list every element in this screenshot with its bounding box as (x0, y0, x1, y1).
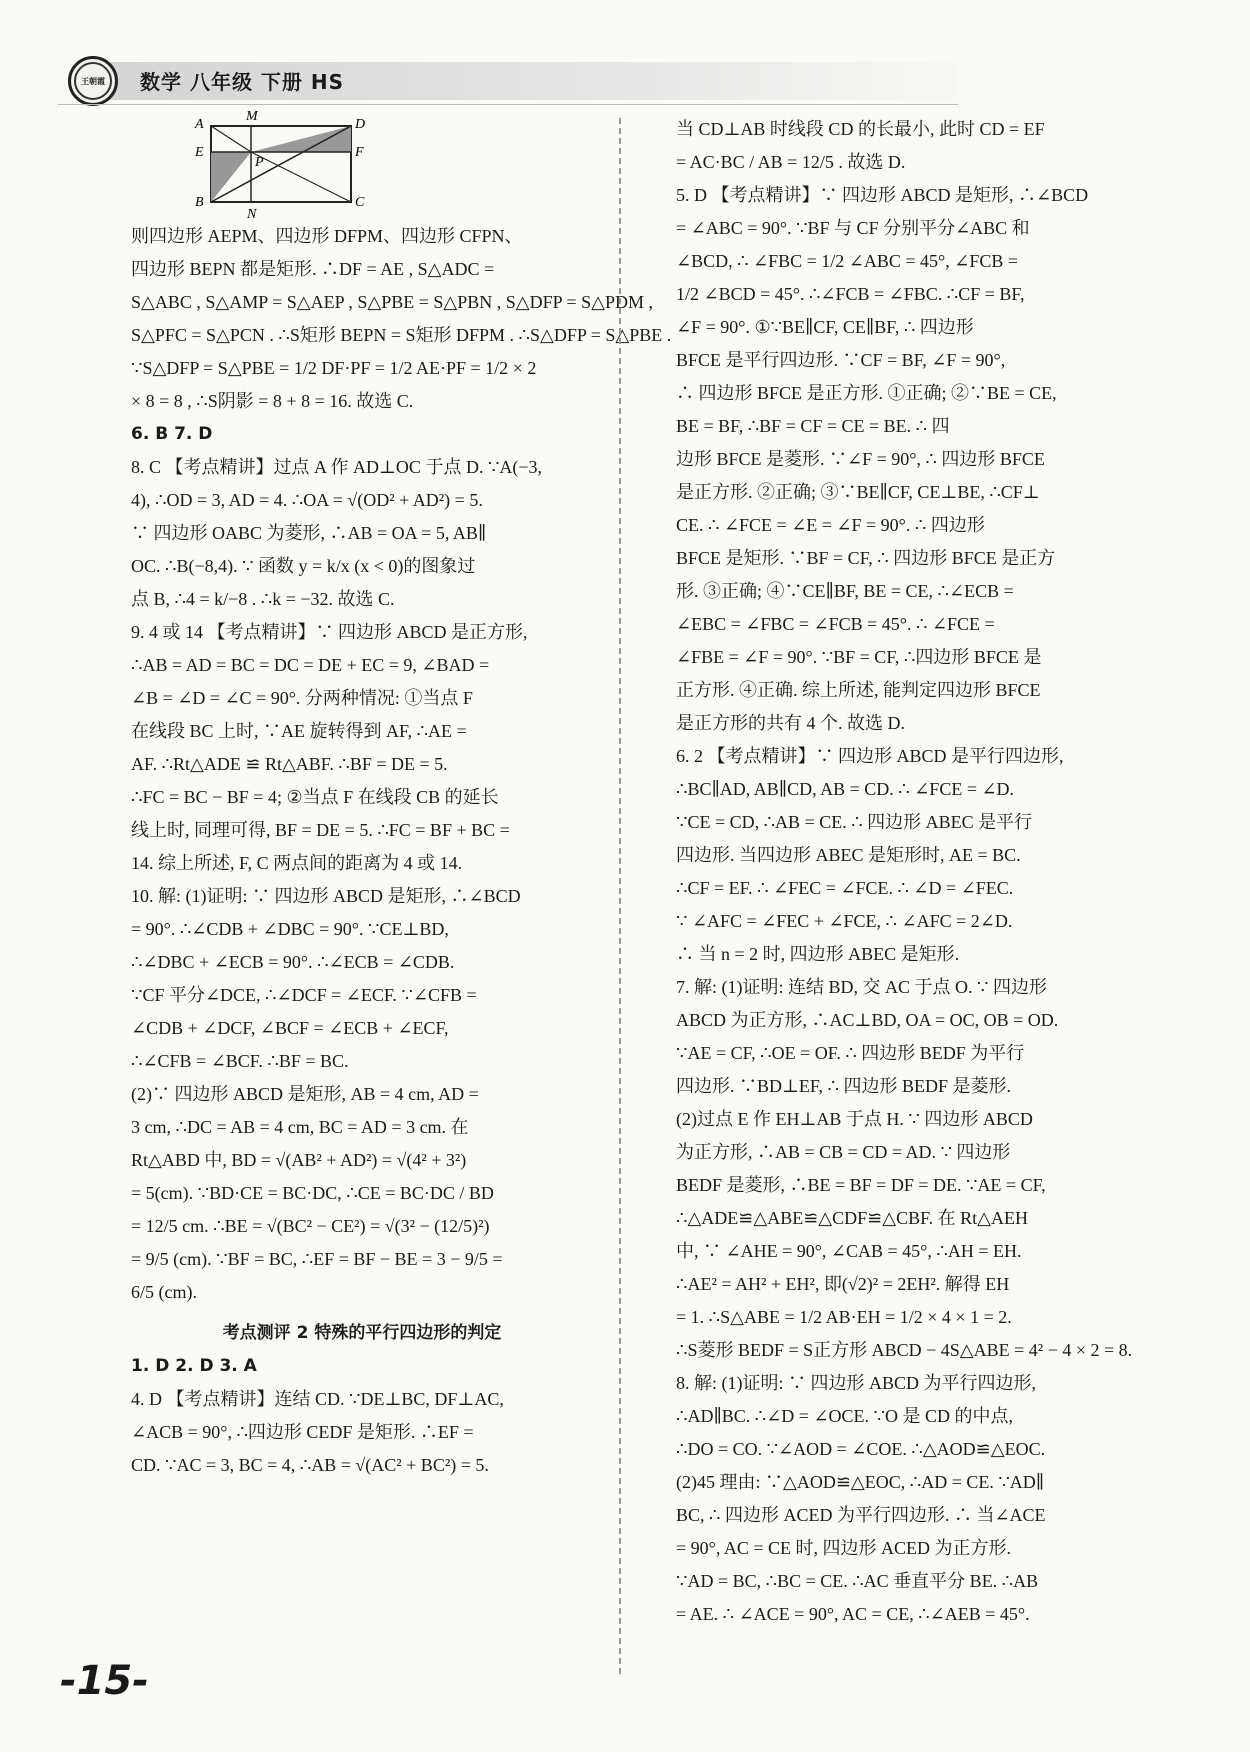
text-line: ∠FBE = ∠F = 90°. ∵BF = CF, ∴四边形 BFCE 是 (676, 647, 1042, 667)
answer-9: 9. 4 或 14 【考点精讲】∵ 四边形 ABCD 是正方形, (131, 622, 528, 642)
fig-label-f: F (355, 145, 364, 160)
text-line: = 90°. ∴∠CDB + ∠DBC = 90°. ∵CE⊥BD, (131, 919, 449, 939)
text-line: ∴CF = EF. ∴ ∠FEC = ∠FCE. ∴ ∠D = ∠FEC. (676, 878, 1014, 898)
text-line: ∠BCD, ∴ ∠FBC = 1/2 ∠ABC = 45°, ∠FCB = (676, 251, 1018, 271)
text-line: ∴S菱形 BEDF = S正方形 ABCD − 4S△ABE = 4² − 4 × 2 = 8. (676, 1340, 1133, 1360)
answer-8: 8. C 【考点精讲】过点 A 作 AD⊥OC 于点 D. ∵A(−3, (131, 457, 543, 477)
text-line: BE = BF, ∴BF = CF = CE = BE. ∴ 四 (676, 416, 950, 436)
text-line: = 12/5 cm. ∴BE = √(BC² − CE²) = √(3² − (12/5)²) (131, 1216, 490, 1236)
text-line: ∴AB = AD = BC = DC = DE + EC = 9, ∠BAD = (131, 655, 490, 675)
text-line: 1/2 ∠BCD = 45°. ∴∠FCB = ∠FBC. ∴CF = BF, (676, 284, 1025, 304)
text-line: ∵S△DFP = S△PBE = 1/2 DF·PF = 1/2 AE·PF = 1/2 × 2 (131, 358, 537, 378)
text-line: 4), ∴OD = 3, AD = 4. ∴OA = √(OD² + AD²) = 5. (131, 490, 483, 510)
text-line: ∴ 四边形 BFCE 是正方形. ①正确; ②∵BE = CE, (676, 383, 1057, 403)
rectangle-figure (191, 110, 381, 220)
answer-8: 8. 解: (1)证明: ∵ 四边形 ABCD 为平行四边形, (676, 1373, 1036, 1393)
text-line: ∵ ∠AFC = ∠FEC + ∠FCE, ∴ ∠AFC = 2∠D. (676, 911, 1013, 931)
text-line: 线上时, 同理可得, BF = DE = 5. ∴FC = BF + BC = (131, 820, 510, 840)
text-line: = 9/5 (cm). ∵BF = BC, ∴EF = BF − BE = 3 − 9/5 = (131, 1249, 503, 1269)
answer-6: 6. 2 【考点精讲】∵ 四边形 ABCD 是平行四边形, (676, 746, 1064, 766)
text-line: BC, ∴ 四边形 ACED 为平行四边形. ∴ 当∠ACE (676, 1505, 1046, 1525)
text-line: (2)过点 E 作 EH⊥AB 于点 H. ∵ 四边形 ABCD (676, 1109, 1033, 1129)
logo-text: 王朝霞 (74, 62, 112, 100)
text-line: 是正方形. ②正确; ③∵BE∥CF, CE⊥BE, ∴CF⊥ (676, 482, 1040, 502)
text-line: 形. ③正确; ④∵CE∥BF, BE = CE, ∴∠ECB = (676, 581, 1014, 601)
fig-label-a: A (195, 117, 204, 132)
text-line: = ∠ABC = 90°. ∵BF 与 CF 分别平分∠ABC 和 (676, 218, 1030, 238)
fig-label-m: M (246, 110, 258, 124)
text-line: ∠F = 90°. ①∵BE∥CF, CE∥BF, ∴ 四边形 (676, 317, 974, 337)
text-line: 14. 综上所述, F, C 两点间的距离为 4 或 14. (131, 853, 463, 873)
text-line: AF. ∴Rt△ADE ≌ Rt△ABF. ∴BF = DE = 5. (131, 754, 448, 774)
text-line: CD. ∵AC = 3, BC = 4, ∴AB = √(AC² + BC²) = 5. (131, 1455, 489, 1475)
fig-label-n: N (247, 207, 257, 220)
text-line: (2)∵ 四边形 ABCD 是矩形, AB = 4 cm, AD = (131, 1084, 479, 1104)
text-line: 点 B, ∴4 = k/−8 . ∴k = −32. 故选 C. (131, 589, 395, 609)
fig-label-b: B (195, 195, 204, 210)
text-line: ∵AE = CF, ∴OE = OF. ∴ 四边形 BEDF 为平行 (676, 1043, 1025, 1063)
fig-label-p: P (255, 155, 264, 170)
left-column (131, 110, 672, 1482)
text-line: 正方形. ④正确. 综上所述, 能判定四边形 BFCE (676, 680, 1041, 700)
text-line: 边形 BFCE 是菱形. ∵∠F = 90°, ∴ 四边形 BFCE (676, 449, 1045, 469)
text-line: ∴DO = CO. ∵∠AOD = ∠COE. ∴△AOD≌△EOC. (676, 1439, 1046, 1459)
text-line: 当 CD⊥AB 时线段 CD 的长最小, 此时 CD = EF (676, 119, 1045, 139)
header-title: 数学 八年级 下册 HS (140, 70, 345, 94)
text-line: BFCE 是矩形. ∵BF = CF, ∴ 四边形 BFCE 是正方 (676, 548, 1056, 568)
answer-5: 5. D 【考点精讲】∵ 四边形 ABCD 是矩形, ∴∠BCD (676, 185, 1089, 205)
text-line: 在线段 BC 上时, ∵AE 旋转得到 AF, ∴AE = (131, 721, 467, 741)
text-line: ∵CE = CD, ∴AB = CE. ∴ 四边形 ABEC 是平行 (676, 812, 1033, 832)
column-divider (619, 118, 621, 1674)
text-line: Rt△ABD 中, BD = √(AB² + AD²) = √(4² + 3²) (131, 1150, 467, 1170)
text-line: 3 cm, ∴DC = AB = 4 cm, BC = AD = 3 cm. 在 (131, 1117, 469, 1137)
text-line: ∠B = ∠D = ∠C = 90°. 分两种情况: ①当点 F (131, 688, 473, 708)
text-line: = 5(cm). ∵BD·CE = BC·DC, ∴CE = BC·DC / BD (131, 1183, 494, 1203)
fig-label-c: C (355, 195, 365, 210)
text-line: 则四边形 AEPM、四边形 DFPM、四边形 CFPN、 (131, 226, 523, 246)
text-line: S△ABC , S△AMP = S△AEP , S△PBE = S△PBN , S△DFP = S△PDM , (131, 292, 654, 312)
text-line: 为正方形, ∴AB = CB = CD = AD. ∵ 四边形 (676, 1142, 1011, 1162)
text-line: ∵ 四边形 OABC 为菱形, ∴AB = OA = 5, AB∥ (131, 523, 487, 543)
answers-1-3: 1. D 2. D 3. A (131, 1356, 257, 1376)
right-column (676, 113, 1169, 1631)
page-header (58, 56, 958, 104)
answer-10: 10. 解: (1)证明: ∵ 四边形 ABCD 是矩形, ∴∠BCD (131, 886, 521, 906)
text-line: (2)45 理由: ∵△AOD≌△EOC, ∴AD = CE. ∵AD∥ (676, 1472, 1045, 1492)
text-line: 四边形 BEPN 都是矩形. ∴DF = AE , S△ADC = (131, 259, 495, 279)
text-line: ∴FC = BC − BF = 4; ②当点 F 在线段 CB 的延长 (131, 787, 499, 807)
fig-label-d: D (355, 117, 366, 132)
header-rule (58, 104, 958, 105)
text-line: BFCE 是平行四边形. ∵CF = BF, ∠F = 90°, (676, 350, 1006, 370)
text-line: ∠EBC = ∠FBC = ∠FCB = 45°. ∴ ∠FCE = (676, 614, 995, 634)
answer-4: 4. D 【考点精讲】连结 CD. ∵DE⊥BC, DF⊥AC, (131, 1389, 504, 1409)
text-line: ∵AD = BC, ∴BC = CE. ∴AC 垂直平分 BE. ∴AB (676, 1571, 1039, 1591)
publisher-logo (68, 56, 118, 106)
text-line: = AC·BC / AB = 12/5 . 故选 D. (676, 152, 906, 172)
text-line: ∴AD∥BC. ∴∠D = ∠OCE. ∵O 是 CD 的中点, (676, 1406, 1013, 1426)
text-line: 6/5 (cm). (131, 1282, 197, 1302)
text-line: ∴AE² = AH² + EH², 即(√2)² = 2EH². 解得 EH (676, 1274, 1010, 1294)
text-line: = AE. ∴ ∠ACE = 90°, AC = CE, ∴∠AEB = 45°. (676, 1604, 1030, 1624)
text-line: ∵CF 平分∠DCE, ∴∠DCF = ∠ECF. ∵∠CFB = (131, 985, 477, 1005)
text-line: ∠CDB + ∠DCF, ∠BCF = ∠ECB + ∠ECF, (131, 1018, 449, 1038)
fig-label-e: E (195, 145, 204, 160)
text-line: S△PFC = S△PCN . ∴S矩形 BEPN = S矩形 DFPM . ∴S△DFP = S△PBE . (131, 325, 672, 345)
text-line: ∴△ADE≌△ABE≌△CDF≌△CBF. 在 Rt△AEH (676, 1208, 1029, 1228)
text-line: BEDF 是菱形, ∴BE = BF = DF = DE. ∵AE = CF, (676, 1175, 1046, 1195)
text-line: 是正方形的共有 4 个. 故选 D. (676, 713, 905, 733)
text-line: ∠ACB = 90°, ∴四边形 CEDF 是矩形. ∴EF = (131, 1422, 474, 1442)
text-line: × 8 = 8 , ∴S阴影 = 8 + 8 = 16. 故选 C. (131, 391, 414, 411)
text-line: ∴∠CFB = ∠BCF. ∴BF = BC. (131, 1051, 349, 1071)
text-line: ∴ 当 n = 2 时, 四边形 ABEC 是矩形. (676, 944, 960, 964)
text-line: CE. ∴ ∠FCE = ∠E = ∠F = 90°. ∴ 四边形 (676, 515, 985, 535)
answer-7: 7. 解: (1)证明: 连结 BD, 交 AC 于点 O. ∵ 四边形 (676, 977, 1047, 997)
text-line: = 1. ∴S△ABE = 1/2 AB·EH = 1/2 × 4 × 1 = 2. (676, 1307, 1012, 1327)
text-line: 四边形. 当四边形 ABEC 是矩形时, AE = BC. (676, 845, 1021, 865)
page-number: -15- (60, 1658, 149, 1704)
text-line: = 90°, AC = CE 时, 四边形 ACED 为正方形. (676, 1538, 1012, 1558)
answer-6-7: 6. B 7. D (131, 424, 213, 444)
text-line: ∴BC∥AD, AB∥CD, AB = CD. ∴ ∠FCE = ∠D. (676, 779, 1015, 799)
text-line: 中, ∵ ∠AHE = 90°, ∠CAB = 45°, ∴AH = EH. (676, 1241, 1022, 1261)
text-line: ∴∠DBC + ∠ECB = 90°. ∴∠ECB = ∠CDB. (131, 952, 455, 972)
text-line: ABCD 为正方形, ∴AC⊥BD, OA = OC, OB = OD. (676, 1010, 1059, 1030)
text-line: 四边形. ∵BD⊥EF, ∴ 四边形 BEDF 是菱形. (676, 1076, 1011, 1096)
text-line: OC. ∴B(−8,4). ∵ 函数 y = k/x (x < 0)的图象过 (131, 556, 476, 576)
section-title: 考点测评 2 特殊的平行四边形的判定 (222, 1323, 502, 1343)
